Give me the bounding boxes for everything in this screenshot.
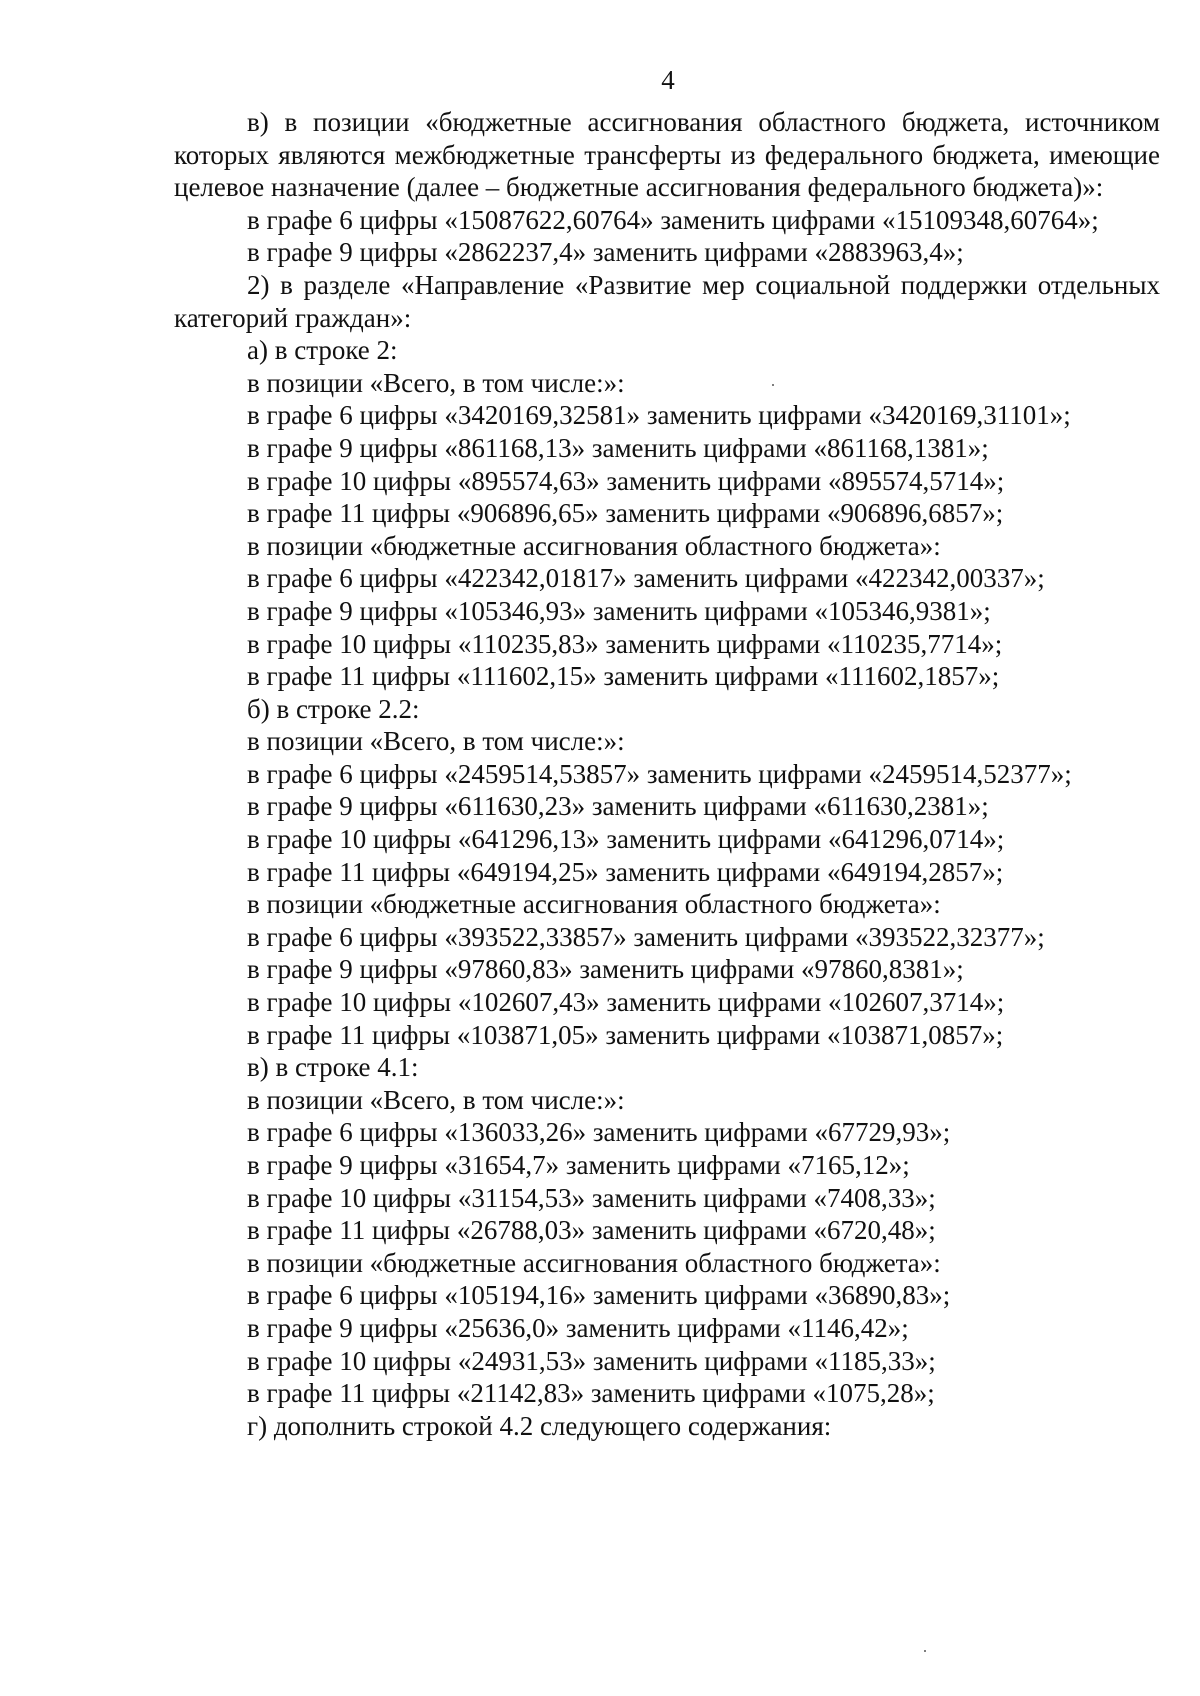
page-number: 4	[661, 65, 675, 95]
amendment-lines-federal	[174, 204, 1160, 269]
intro-paragraph: в) в позиции «бюджетные ассигнования областного бюджета, источником которых являются межбюджетные трансферты из федерального бюджета, имеющие целевое назначение (далее – бюджетные ассигнования федерального бюджета)»:	[174, 107, 1160, 203]
amendment-line: в графе 9 цифры «2862237,4» заменить цифрами «2883963,4»;	[247, 237, 964, 268]
amendment-line: в графе 10 цифры «102607,43» заменить цифрами «102607,3714»;	[247, 987, 1005, 1018]
amendment-line: в графе 10 цифры «895574,63» заменить цифрами «895574,5714»;	[247, 465, 1005, 496]
section-paragraph: 2) в разделе «Направление «Развитие мер социальной поддержки отдельных категорий граждан»:	[174, 269, 1160, 333]
amendment-line: в графе 9 цифры «105346,93» заменить цифрами «105346,9381»;	[247, 595, 991, 626]
amendment-line: в графе 9 цифры «97860,83» заменить цифрами «97860,8381»;	[247, 954, 964, 985]
amendment-line: в графе 10 цифры «110235,83» заменить цифрами «110235,7714»;	[247, 628, 1003, 659]
amendment-line: в графе 10 цифры «24931,53» заменить цифрами «1185,33»;	[247, 1345, 936, 1376]
amendment-line: в графе 9 цифры «861168,13» заменить цифрами «861168,1381»;	[247, 432, 989, 463]
amendment-line: в графе 6 цифры «393522,33857» заменить цифрами «393522,32377»;	[247, 921, 1045, 952]
amendment-line: в графе 11 цифры «906896,65» заменить цифрами «906896,6857»;	[247, 498, 1004, 529]
subsection-heading: б) в строке 2.2:	[247, 693, 420, 724]
amendment-line: в графе 9 цифры «31654,7» заменить цифрами «7165,12»;	[247, 1150, 910, 1180]
amendment-lines-social-support	[174, 334, 1160, 1442]
subsection-heading: а) в строке 2:	[247, 335, 398, 366]
subsection-heading: г) дополнить строкой 4.2 следующего содержания:	[247, 1410, 832, 1441]
amendment-line: в графе 6 цифры «422342,01817» заменить цифрами «422342,00337»;	[247, 563, 1045, 594]
position-heading: в позиции «бюджетные ассигнования областного бюджета»:	[247, 530, 941, 561]
subsection-heading: в) в строке 4.1:	[247, 1052, 419, 1083]
amendment-line: в графе 11 цифры «103871,05» заменить цифрами «103871,0857»;	[247, 1019, 1004, 1050]
amendment-line: в графе 10 цифры «641296,13» заменить цифрами «641296,0714»;	[247, 824, 1005, 855]
amendment-line: в графе 10 цифры «31154,53» заменить цифрами «7408,33»;	[247, 1182, 936, 1213]
amendment-line: в графе 11 цифры «21142,83» заменить цифрами «1075,28»;	[247, 1378, 935, 1409]
amendment-line: в графе 6 цифры «15087622,60764» заменить цифрами «15109348,60764»;	[247, 204, 1099, 235]
amendment-line: в графе 6 цифры «136033,26» заменить цифрами «67729,93»;	[247, 1117, 951, 1148]
amendment-line: в графе 9 цифры «611630,23» заменить цифрами «611630,2381»;	[247, 791, 989, 822]
position-heading: в позиции «Всего, в том числе:»:	[247, 726, 625, 757]
position-heading: в позиции «бюджетные ассигнования областного бюджета»:	[247, 1247, 941, 1278]
amendment-line: в графе 6 цифры «3420169,32581» заменить цифрами «3420169,31101»;	[247, 400, 1071, 431]
amendment-line: в графе 11 цифры «111602,15» заменить цифрами «111602,1857»;	[247, 661, 1000, 692]
amendment-line: в графе 11 цифры «649194,25» заменить цифрами «649194,2857»;	[247, 856, 1004, 887]
document-body	[174, 106, 1160, 1442]
position-heading: в позиции «Всего, в том числе:»:	[247, 367, 625, 398]
amendment-line: в графе 6 цифры «105194,16» заменить цифрами «36890,83»;	[247, 1280, 951, 1311]
amendment-line: в графе 11 цифры «26788,03» заменить цифрами «6720,48»;	[247, 1215, 936, 1246]
scan-speck	[772, 384, 774, 386]
position-heading: в позиции «бюджетные ассигнования областного бюджета»:	[247, 889, 941, 920]
amendment-line: в графе 6 цифры «2459514,53857» заменить цифрами «2459514,52377»;	[247, 758, 1072, 789]
scan-speck	[924, 1650, 926, 1652]
amendment-line: в графе 9 цифры «25636,0» заменить цифрами «1146,42»;	[247, 1312, 909, 1343]
position-heading: в позиции «Всего, в том числе:»:	[247, 1084, 625, 1115]
